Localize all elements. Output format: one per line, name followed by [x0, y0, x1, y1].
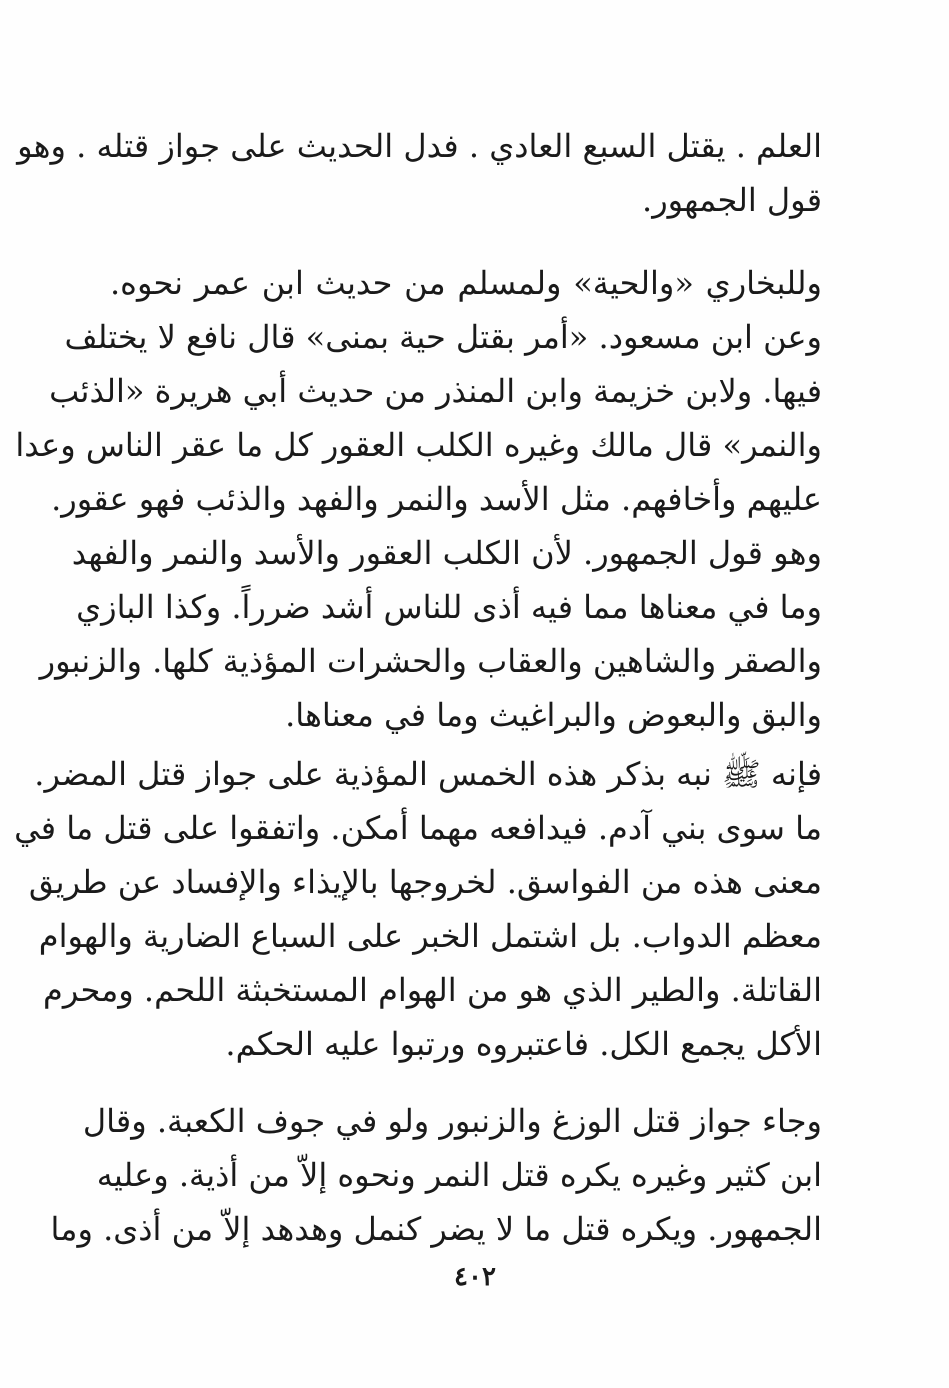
text-line: وهو قول الجمهور. لأن الكلب العقور والأسد والنمر والفهد — [71, 534, 822, 572]
text-line: والصقر والشاهين والعقاب والحشرات المؤذية كلها. والزنبور — [39, 642, 822, 680]
text-line: الجمهور. ويكره قتل ما لا يضر كنمل وهدهد إلاّ من أذى. وما — [50, 1210, 822, 1248]
text-line: العلم . يقتل السبع العادي . فدل الحديث على جواز قتله . وهو — [17, 127, 822, 165]
text-line: عليهم وأخافهم. مثل الأسد والنمر والفهد والذئب فهو عقور. — [51, 480, 822, 518]
page-number: ٤٠٢ — [454, 1262, 496, 1292]
text-line: وعن ابن مسعود. «أمر بقتل حية بمنى» قال نافع لا يختلف — [64, 318, 822, 356]
text-line: والبق والبعوض والبراغيث وما في معناها. — [285, 696, 822, 734]
text-line: وجاء جواز قتل الوزغ والزنبور ولو في جوف الكعبة. وقال — [82, 1102, 822, 1140]
text-line: ابن كثير وغيره يكره قتل النمر ونحوه إلاّ من أذية. وعليه — [96, 1156, 822, 1194]
text-line: ما سوى بني آدم. فيدافعه مهما أمكن. واتفقوا على قتل ما في — [14, 809, 822, 847]
text-line: وما في معناها مما فيه أذى للناس أشد ضرراً. وكذا البازي — [76, 588, 822, 626]
text-line: القاتلة. والطير الذي هو من الهوام المستخبثة اللحم. ومحرم — [43, 971, 822, 1009]
text-line: فإنه ﷺ نبه بذكر هذه الخمس المؤذية على جواز قتل المضر. — [34, 755, 822, 793]
text-line: والنمر» قال مالك وغيره الكلب العقور كل ما عقر الناس وعدا — [15, 426, 822, 464]
text-line: معنى هذه من الفواسق. لخروجها بالإيذاء والإفساد عن طريق — [28, 863, 822, 901]
text-line: معظم الدواب. بل اشتمل الخبر على السباع الضارية والهوام — [38, 917, 822, 955]
text-line: فيها. ولابن خزيمة وابن المنذر من حديث أبي هريرة «الذئب — [49, 372, 822, 410]
text-line: الأكل يجمع الكل. فاعتبروه ورتبوا عليه الحكم. — [225, 1025, 822, 1063]
text-line: قول الجمهور. — [642, 181, 822, 219]
text-line: وللبخاري «والحية» ولمسلم من حديث ابن عمر نحوه. — [110, 264, 822, 302]
